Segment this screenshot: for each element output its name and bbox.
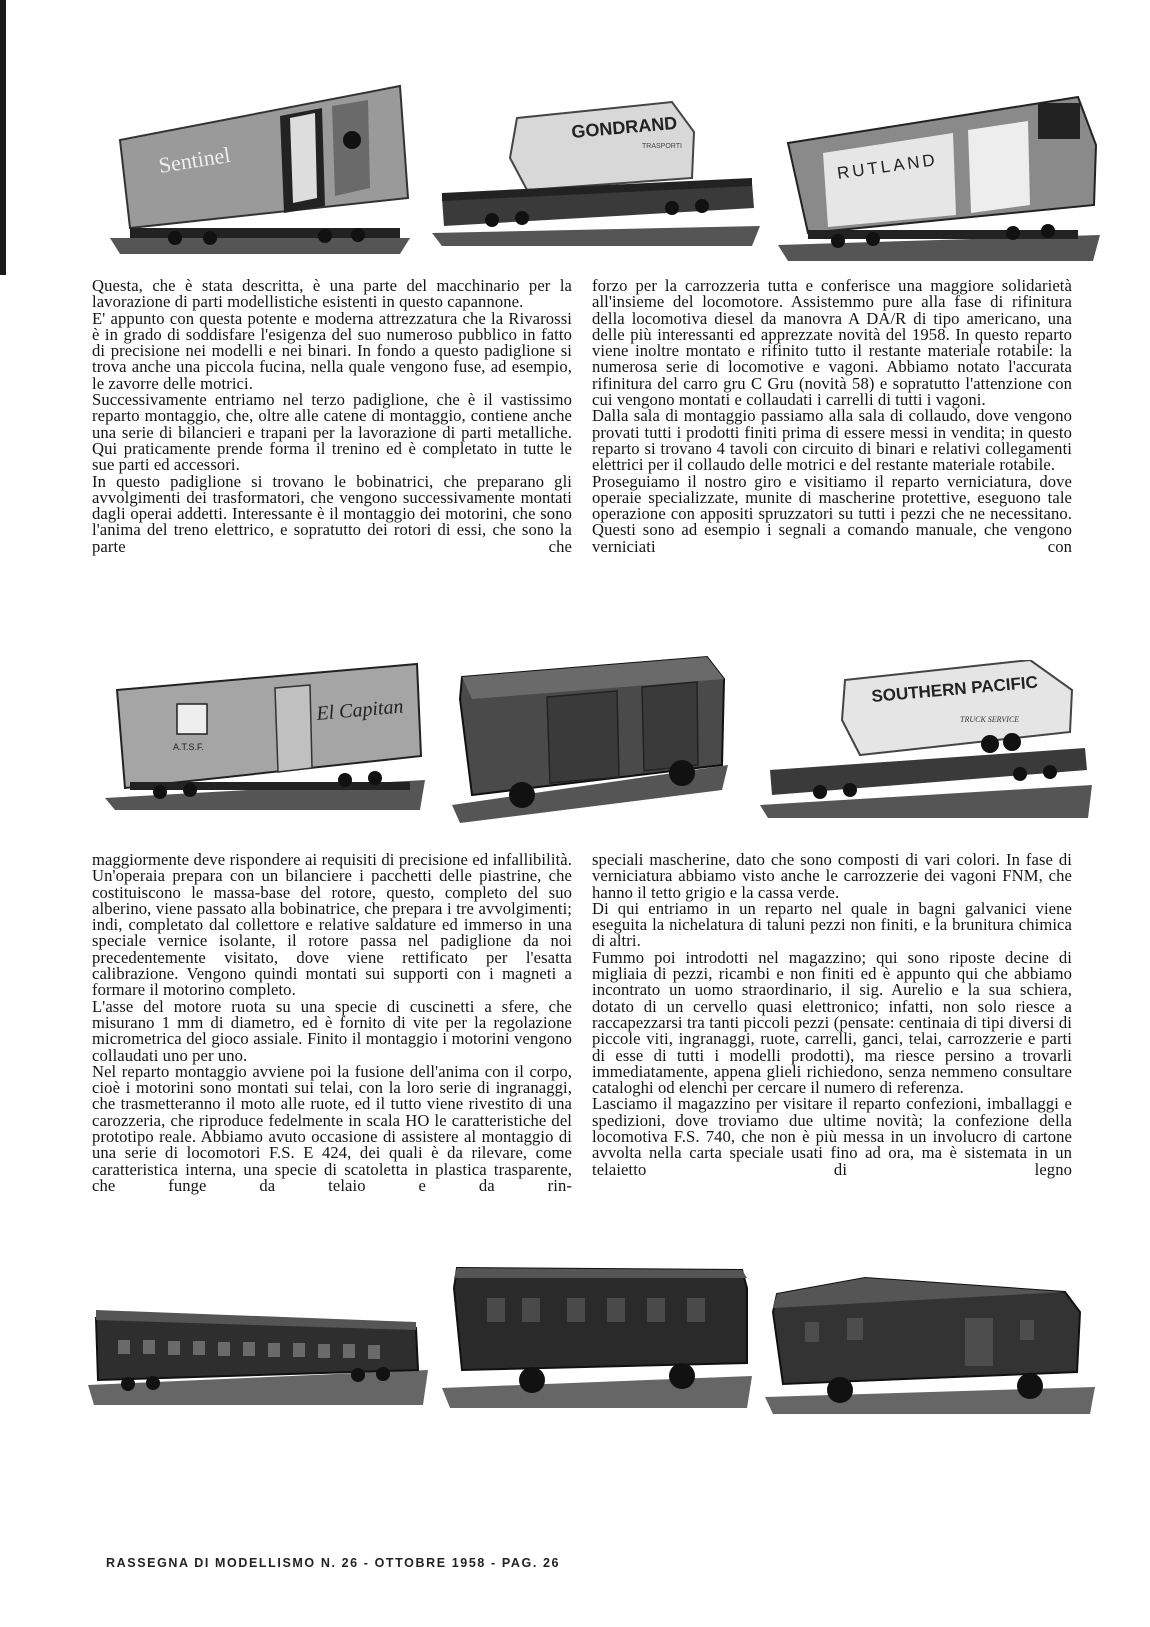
photo-fs-covered-wagon <box>452 655 728 823</box>
paragraph: speciali mascherine, dato che sono composti di vari colori. In fase di verniciatura abbiamo visto anche le carrozzerie dei vagoni FNM, che hanno il tetto grigio e la cassa verde. <box>592 850 1072 902</box>
photo-third-class-coach <box>442 1258 752 1408</box>
paragraph: maggiormente deve rispondere ai requisiti di precisione ed infallibilità. Un'operaia prepara con un bilanciere i pacchetti delle piastrine, che costituiscono le massa-base del rotore, questo, completo del suo alberino, viene passato alla bobinatrice, che prepara i tre avvolgimenti; indi, completato dal collettore e relative saldature ed immerso in una speciale vernice isolante, il rotore passa nel padiglione da noi precedentemente visitato, dove viene rettificato per l'esatta calibrazione. Vengono quindi montati sui supporti con i magneti a formare il motorino completo. <box>92 850 572 1000</box>
gondrand-sublettering: TRASPORTI <box>642 143 682 150</box>
truck-service-lettering: TRUCK SERVICE <box>960 715 1020 724</box>
photo-southern-pacific-flatcar <box>760 660 1092 818</box>
paragraph: Proseguiamo il nostro giro e visitiamo il reparto verniciatura, dove operaie specializzate, munite di mascherine protettive, eseguono tale operazione con appositi spruzzatori su tutti i pezzi che ne necessitano. Questi sono ad esempio i segnali a comando manuale, che vengono verniciati con <box>592 471 1072 556</box>
gondrand-lettering: GONDRAND <box>570 112 678 142</box>
photo-gondrand-flatcar <box>432 98 760 246</box>
el-capitan-lettering: El Capitan <box>315 695 405 725</box>
southern-pacific-lettering: SOUTHERN PACIFIC <box>870 672 1039 706</box>
photo-el-capitan-reefer <box>105 660 425 810</box>
text-column-2-right <box>592 852 1072 1178</box>
photo-long-passenger-coach <box>88 1300 428 1405</box>
text-column-1-right <box>592 278 1072 555</box>
atsf-lettering: A.T.S.F. <box>173 742 205 752</box>
paragraph: Fummo poi introdotti nel magazzino; qui sono riposte decine di migliaia di pezzi, ricambi e non finiti ed è appunto qui che abbiamo incontrato un uomo straordinario, il sig. Aurelio e la sua schiera, dotato di un cervello quasi elettronico; infatti, non solo riesce a raccapezzarsi tra tanti piccoli pezzi (pensate: centinaia di tipi diversi di piccole viti, ingranaggi, ruote, carrelli, ganci, telai, carrozzerie e parti di esse di tutti i modelli prodotti), ma riesce persino a trovarli immediatamente, appena glieli richiedono, senza nemmeno consultare cataloghi od elenchi per cercare il numero di referenza. <box>592 947 1072 1098</box>
paragraph: Di qui entriamo in un reparto nel quale in bagni galvanici viene eseguita la nichelatura di taluni pezzi non finiti, e la brunitura chimica di altri. <box>592 898 1072 951</box>
paragraph: L'asse del motore ruota su una specie di cuscinetti a sfere, che misurano 1 mm di diametro, ed è fornito di vite per la regolazione micrometrica del gioco assiale. Finito il montaggio i motorini vengono collaudati uno per uno. <box>92 996 572 1065</box>
paragraph: Successivamente entriamo nel terzo padiglione, che è il vastissimo reparto montaggio, che, oltre alle catene di montaggio, contiene anche una serie di bilancieri e trapani per la lavorazione di parti metalliche. Qui praticamente prende forma il trenino ed è completato in tutte le sue parti ed accessori. <box>92 390 572 475</box>
paragraph: Questa, che è stata descritta, è una parte del macchinario per la lavorazione di parti modellistiche esistenti in questo capannone. <box>92 276 572 312</box>
page-footer: RASSEGNA DI MODELLISMO N. 26 - OTTOBRE 1958 - PAG. 26 <box>106 1556 561 1570</box>
text-column-1-left <box>92 278 572 555</box>
rutland-lettering: RUTLAND <box>835 150 939 183</box>
photo-sentinel-boxcar <box>100 78 420 254</box>
paragraph: E' appunto con questa potente e moderna attrezzatura che la Rivarossi è in grado di soddisfare l'esigenza del suo numeroso pubblico in fatto di precisione nei modelli e nei binari. In fondo a questo padiglione si trova anche una piccola fucina, nella quale vengono fuse, ad esempio, le zavorre delle motrici. <box>92 308 572 393</box>
page-edge-shadow <box>0 0 6 275</box>
photo-baggage-van <box>765 1272 1095 1414</box>
paragraph: Nel reparto montaggio avviene poi la fusione dell'anima con il corpo, cioè i motorini sono montati sui telai, con la loro serie di ingranaggi, che trasmetteranno il moto alle ruote, ed il tutto viene rivestito di una carozzeria, che riproduce fedelmente in scala HO le caratteristiche del prototipo reale. Abbiamo avuto occasione di assistere al montaggio di una serie di locomotori F.S. E 424, dei quali è da rilevare, come caratteristica interna, una specie di scatoletta in plastica trasparente, che funge da telaio e da rin- <box>92 1061 572 1195</box>
text-column-2-left <box>92 852 572 1194</box>
photo-rutland-boxcar <box>778 75 1100 261</box>
paragraph: Dalla sala di montaggio passiamo alla sala di collaudo, dove vengono provati tutti i prodotti finiti prima di essere messi in vendita; in questo reparto si trovano 4 tavoli con circuito di binari e relativi collegamenti elettrici per il collaudo delle motrici e del restante materiale rotabile. <box>592 406 1072 475</box>
paragraph: In questo padiglione si trovano le bobinatrici, che preparano gli avvolgimenti dei trasformatori, che vengono successivamente montati dagli operai addetti. Interessante è il montaggio dei motorini, che sono l'anima del treno elettrico, e sopratutto dei rotori di essi, che sono la parte che <box>92 471 572 556</box>
paragraph: Lasciamo il magazzino per visitare il reparto confezioni, imballaggi e spedizioni, dove troviamo due ultime novità; la confezione della locomotiva F.S. 740, che non è più messa in un involucro di cartone avvolta nella carta speciale usati fino ad ora, ma è sistemata in un telaietto di legno <box>592 1094 1072 1179</box>
paragraph: forzo per la carrozzeria tutta e conferisce una maggiore solidarietà all'insieme del locomotore. Assistemmo pure alla fase di rifinitura della locomotiva diesel da manovra A DA/R di tipo americano, una delle più interessanti ed apprezzate novità del 1958. In questo reparto viene inoltre montato e rifinito tutto il restante materiale rotabile: la numerosa serie di locomotive e vagoni. Abbiamo notato l'accurata rifinitura del carro gru C Gru (novità 58) e sopratutto l'attenzione con cui vengono montati e collaudati i carrelli di tutti i vagoni. <box>592 276 1072 410</box>
sentinel-lettering: Sentinel <box>156 141 233 178</box>
